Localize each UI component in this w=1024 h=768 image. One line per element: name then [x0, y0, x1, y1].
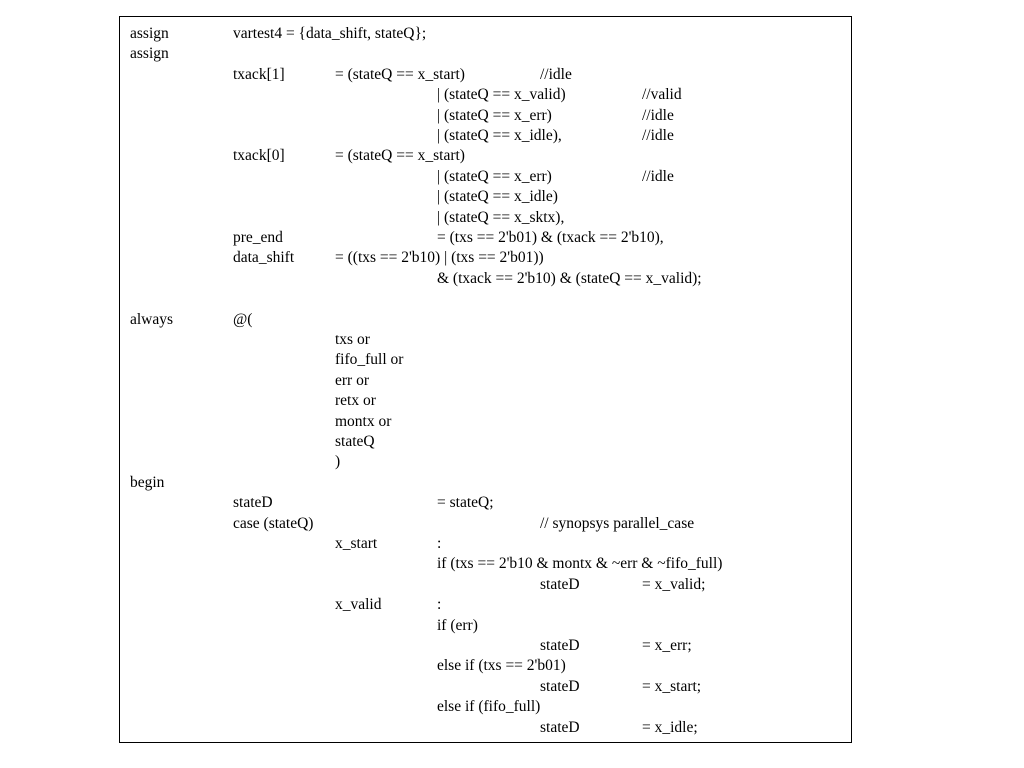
- code-token: // synopsys parallel_case: [540, 514, 695, 532]
- code-line: [120, 677, 851, 697]
- code-line: [120, 289, 851, 309]
- code-token: | (stateQ == x_err): [437, 167, 552, 185]
- code-token: = stateQ;: [437, 494, 494, 512]
- code-token: //idle: [540, 65, 572, 83]
- code-token: if (err): [437, 616, 478, 634]
- code-token: montx or: [335, 412, 392, 430]
- code-token: txack[0]: [233, 147, 285, 165]
- code-token: retx or: [335, 392, 376, 410]
- code-token: //idle: [642, 127, 674, 144]
- code-token: = x_idle;: [642, 718, 698, 736]
- code-line: [120, 412, 851, 432]
- code-listing-frame: [119, 16, 852, 743]
- code-token: x_start: [335, 535, 378, 552]
- code-token: stateD: [540, 718, 580, 736]
- code-token: @(: [233, 310, 253, 328]
- code-token: = (txs == 2'b01) & (txack == 2'b10),: [437, 229, 664, 246]
- code-token: :: [437, 596, 442, 614]
- code-line: [120, 432, 851, 452]
- code-token: pre_end: [233, 229, 283, 246]
- code-token: ): [335, 453, 341, 471]
- code-token: assign: [130, 25, 169, 42]
- code-line: [120, 391, 851, 411]
- code-line: [120, 187, 851, 207]
- code-token: | (stateQ == x_idle): [437, 188, 558, 206]
- code-line: [120, 371, 851, 391]
- code-token: case (stateQ): [233, 514, 314, 532]
- code-line: [120, 718, 851, 738]
- code-line: [120, 452, 851, 472]
- code-line: [120, 554, 851, 574]
- code-token: else if (txs == 2'b01): [437, 657, 566, 675]
- code-token: stateD: [540, 677, 580, 695]
- code-line: [120, 248, 851, 268]
- code-token: x_valid: [335, 596, 382, 614]
- code-token: //idle: [642, 167, 674, 185]
- code-token: begin: [130, 473, 165, 491]
- code-token: txack[1]: [233, 65, 285, 83]
- code-line: [120, 534, 851, 554]
- code-token: = x_err;: [642, 637, 692, 654]
- code-token: | (stateQ == x_idle),: [437, 127, 562, 144]
- code-token: = ((txs == 2'b10) | (txs == 2'b01)): [335, 249, 544, 267]
- code-line: [120, 473, 851, 493]
- code-line: [120, 493, 851, 513]
- code-token: = x_start;: [642, 677, 702, 695]
- code-token: stateQ: [335, 433, 375, 450]
- code-line: [120, 616, 851, 636]
- code-token: err or: [335, 371, 369, 389]
- code-token: else if (fifo_full): [437, 698, 541, 716]
- code-token: = x_valid;: [642, 575, 706, 593]
- code-line: [120, 24, 851, 44]
- code-token: assign: [130, 45, 169, 63]
- code-token: stateD: [540, 637, 580, 654]
- code-line: [120, 65, 851, 85]
- code-line: [120, 228, 851, 248]
- code-token: = (stateQ == x_start): [335, 65, 465, 83]
- code-line: [120, 697, 851, 717]
- code-token: txs or: [335, 331, 370, 348]
- code-line: [120, 208, 851, 228]
- code-token: vartest4 = {data_shift, stateQ};: [233, 25, 427, 42]
- code-token: fifo_full or: [335, 351, 404, 369]
- code-token: always: [130, 310, 174, 328]
- code-line: [120, 656, 851, 676]
- code-token: :: [437, 535, 442, 552]
- code-line: [120, 330, 851, 350]
- code-token: stateD: [233, 494, 273, 512]
- code-line: [120, 146, 851, 166]
- code-token: //valid: [642, 86, 682, 104]
- code-line: [120, 514, 851, 534]
- code-line: [120, 106, 851, 126]
- code-token: if (txs == 2'b10 & montx & ~err & ~fifo_full): [437, 555, 723, 573]
- code-token: = (stateQ == x_start): [335, 147, 465, 165]
- code-line: [120, 126, 851, 146]
- code-token: data_shift: [233, 249, 295, 267]
- code-token: & (txack == 2'b10) & (stateQ == x_valid);: [437, 269, 702, 287]
- code-token: //idle: [642, 106, 674, 124]
- code-line: [120, 167, 851, 187]
- code-line: [120, 636, 851, 656]
- code-token: | (stateQ == x_err): [437, 106, 552, 124]
- code-token: | (stateQ == x_sktx),: [437, 208, 565, 226]
- code-line: [120, 595, 851, 615]
- code-token: stateD: [540, 575, 580, 593]
- code-line: [120, 269, 851, 289]
- code-line: [120, 310, 851, 330]
- code-line: [120, 575, 851, 595]
- code-line: [120, 350, 851, 370]
- code-line: [120, 44, 851, 64]
- code-token: | (stateQ == x_valid): [437, 86, 566, 104]
- code-line: [120, 85, 851, 105]
